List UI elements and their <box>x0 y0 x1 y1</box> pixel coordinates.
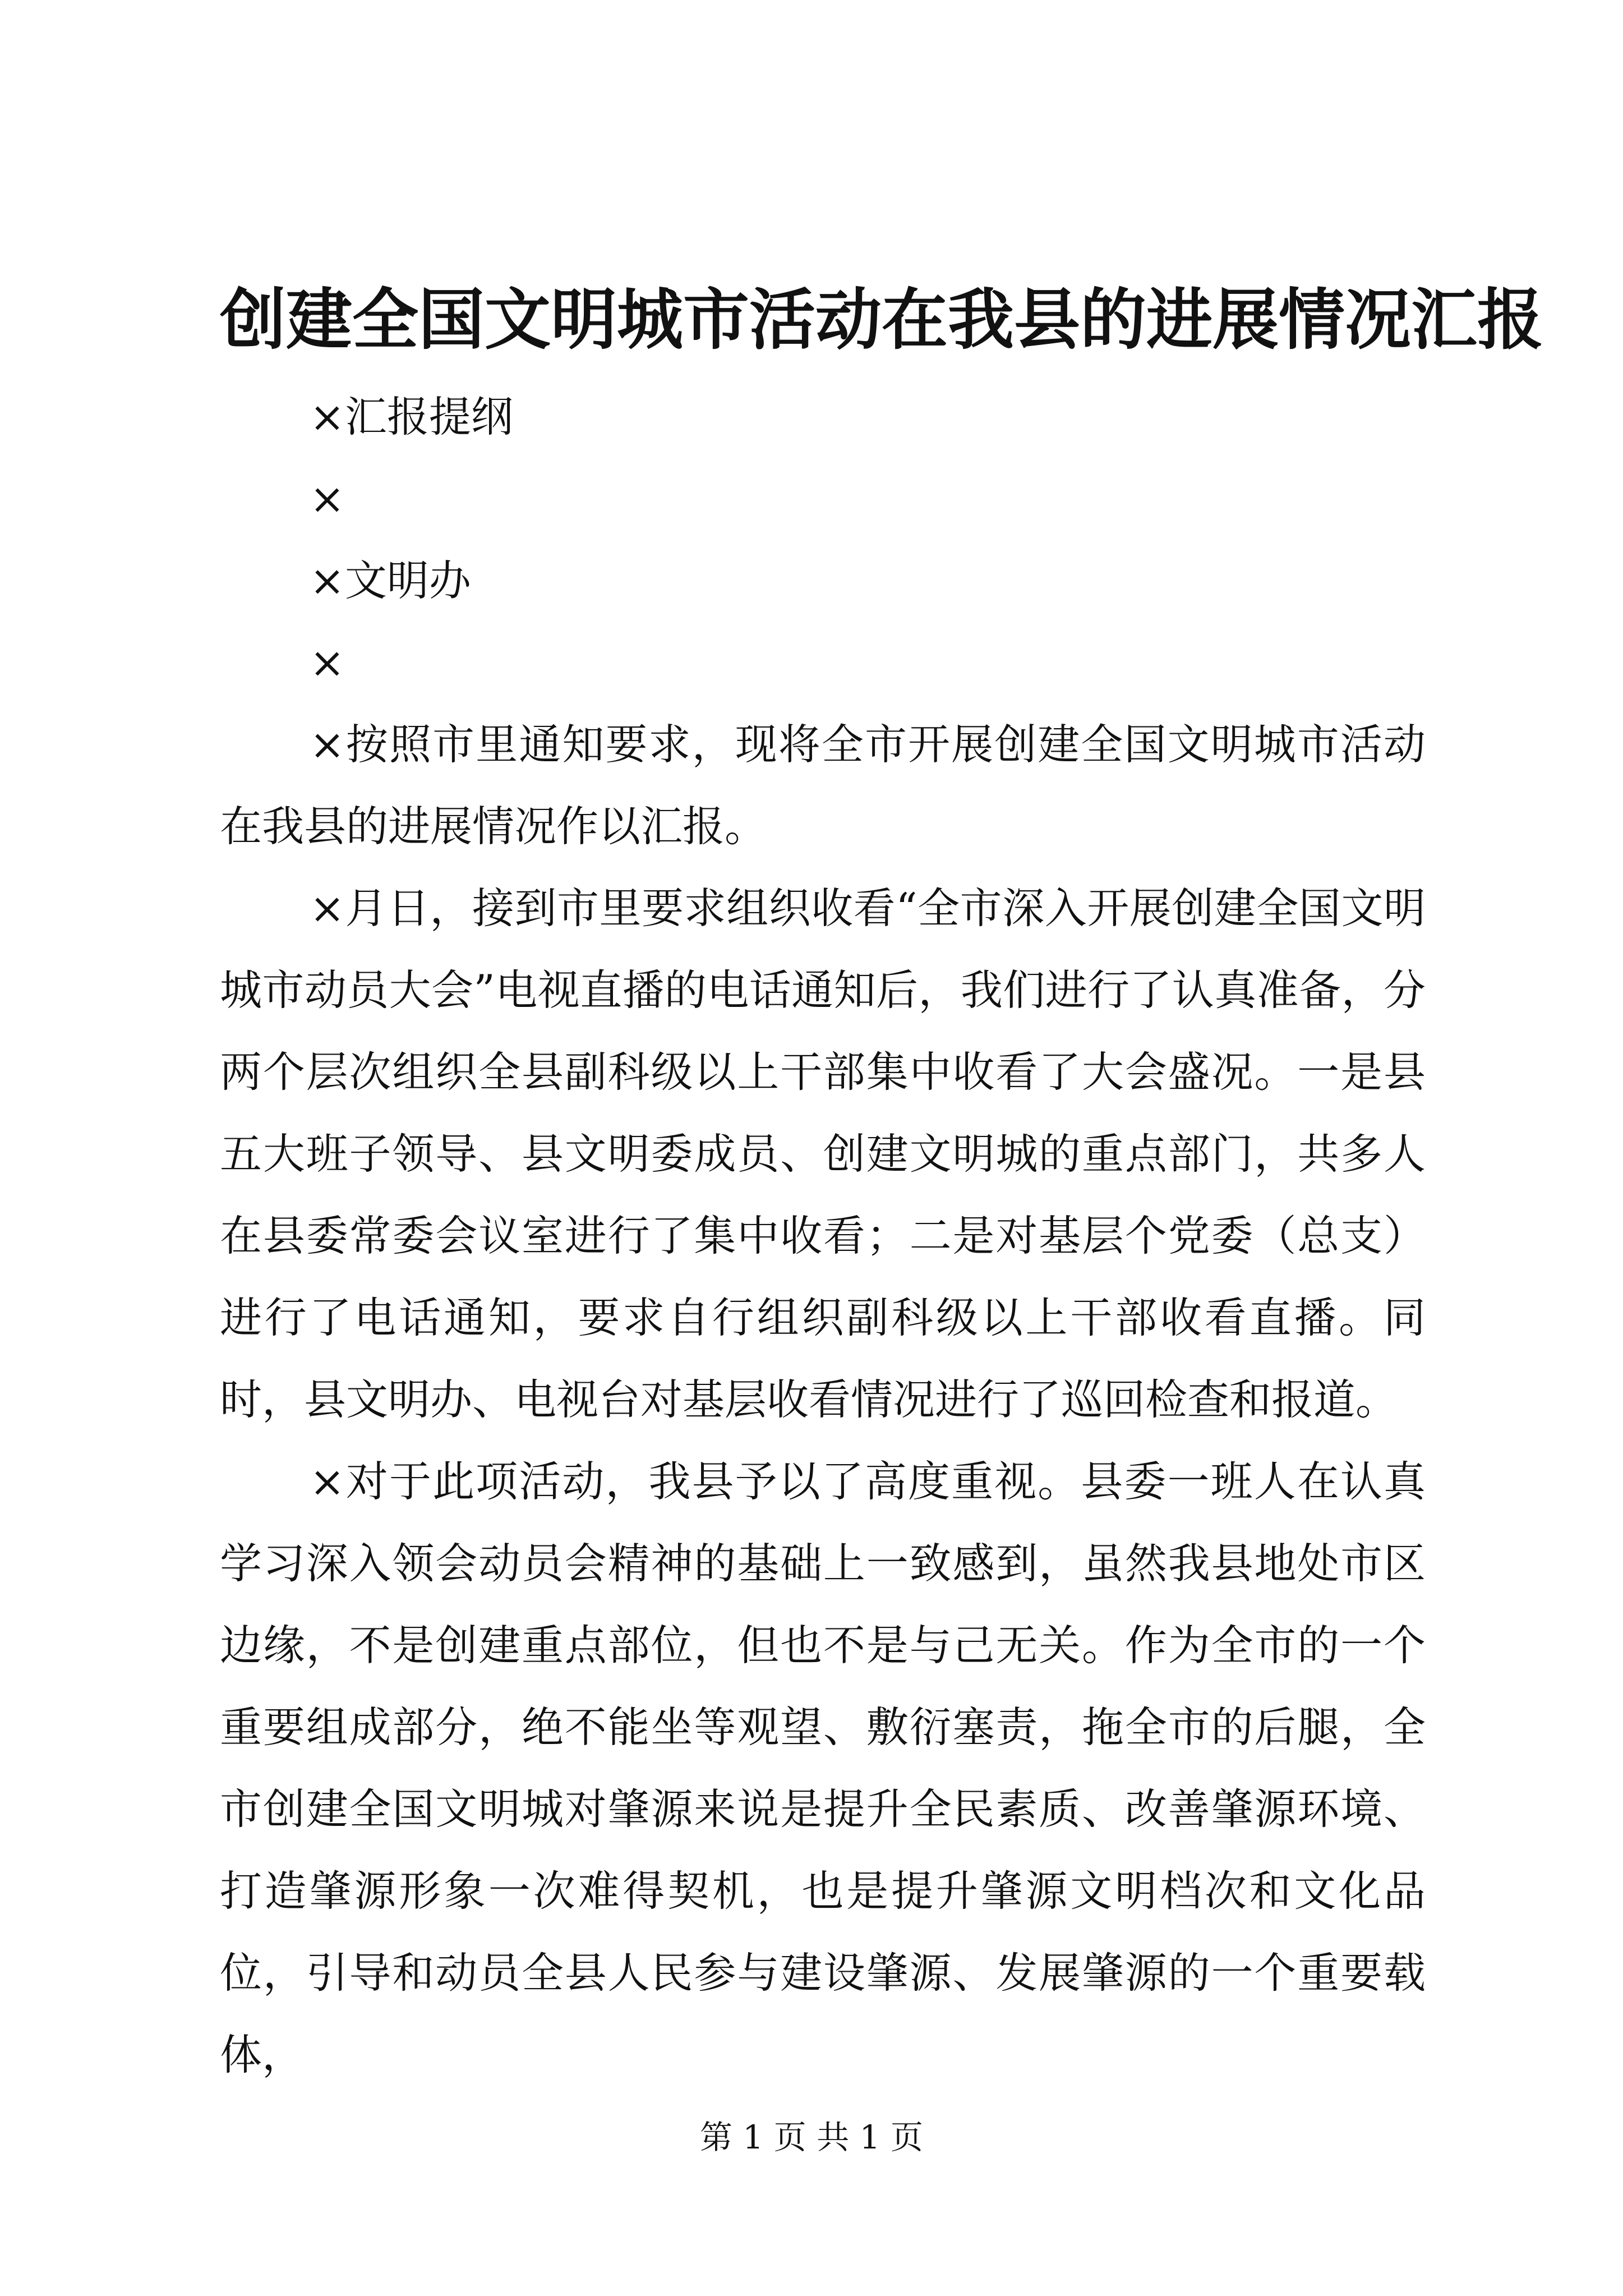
document-title: 创建全国文明城市活动在我县的进展情况汇报 <box>220 280 1544 358</box>
paragraph-outline: ×汇报提纲 <box>310 392 513 441</box>
paragraph-office: ×文明办 <box>310 556 471 605</box>
paragraph-marker: × <box>310 638 345 687</box>
document-body <box>220 376 1426 2096</box>
paragraph-importance: ×对于此项活动，我县予以了高度重视。县委一班人在认真学习深入领会动员会精神的基础上一致感到，虽然我县地处市区边缘，不是创建重点部位，但也不是与己无关。作为全市的一个重要组成部分，绝不能坐等观望、敷衍塞责，拖全市的后腿，全市创建全国文明城对肇源来说是提升全民素质、改善肇源环境、打造肇源形象一次难得契机，也是提升肇源文明档次和文化品位，引导和动员全县人民参与建设肇源、发展肇源的一个重要载体， <box>220 1457 1426 2079</box>
paragraph-viewing: ×月日，接到市里要求组织收看“全市深入开展创建全国文明城市动员大会”电视直播的电话通知后，我们进行了认真准备，分两个层次组织全县副科级以上干部集中收看了大会盛况。一是县五大班子领导、县文明委成员、创建文明城的重点部门，共多人在县委常委会议室进行了集中收看；二是对基层个党委（总支）进行了电话通知，要求自行组织副科级以上干部收看直播。同时，县文明办、电视台对基层收看情况进行了巡回检查和报道。 <box>220 884 1426 1424</box>
page-footer: 第 1 页 共 1 页 <box>700 2118 923 2156</box>
paragraph-intro: ×按照市里通知要求，现将全市开展创建全国文明城市活动在我县的进展情况作以汇报。 <box>220 720 1426 851</box>
paragraph-marker: × <box>310 474 345 523</box>
